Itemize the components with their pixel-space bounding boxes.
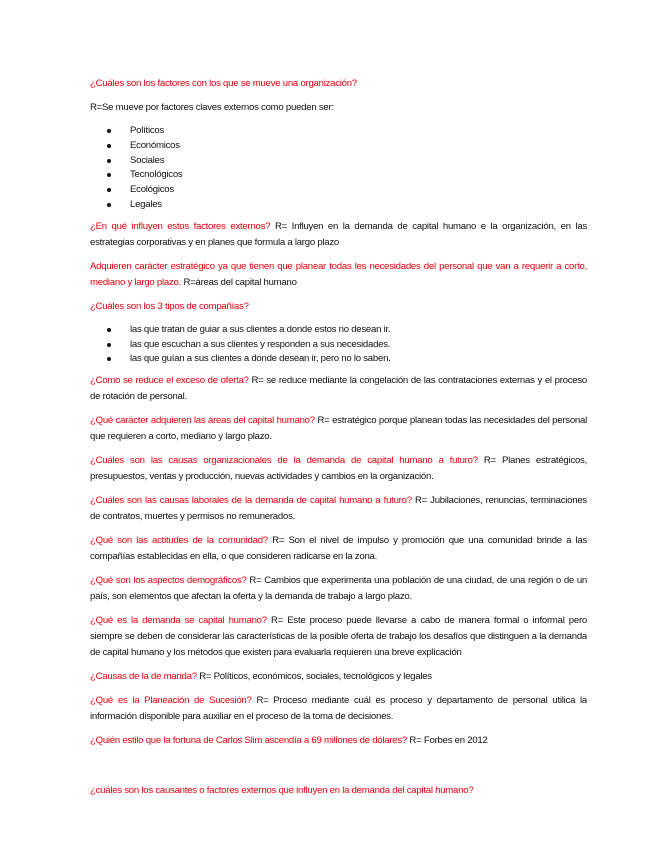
question-text: ¿Causas de la de manda? bbox=[90, 671, 197, 683]
list-item: Políticos bbox=[90, 124, 587, 139]
list-item: las que tratan de guiar a sus clientes a donde estos no desean ir. bbox=[90, 323, 587, 338]
answer-text: R=áreas del capital humano bbox=[181, 276, 297, 288]
list-item: Tecnológicos bbox=[90, 168, 587, 183]
blank-space bbox=[90, 757, 587, 783]
qa-caracter-estrategico bbox=[90, 259, 587, 291]
list-item: las que escuchan a sus clientes y responden a sus necesidades. bbox=[90, 338, 587, 353]
answer-text: R= se reduce mediante la congelación de las contrataciones externas y el proceso de rotación de personal. bbox=[90, 375, 587, 403]
answer-text: R= Influyen en la demanda de capital humano e la organización, en las estrategias corporativas y en planes que formula a largo plazo bbox=[90, 220, 587, 248]
qa-actitudes-comunidad bbox=[90, 533, 587, 565]
question-factores bbox=[90, 76, 587, 92]
list-item: Económicos bbox=[90, 139, 587, 154]
question-tipos-companias bbox=[90, 299, 587, 315]
list-item: Sociales bbox=[90, 154, 587, 169]
qa-aspectos-demograficos bbox=[90, 573, 587, 605]
question-text: ¿Qué son los aspectos demográficos? bbox=[90, 575, 247, 587]
answer-text: R= Jubilaciones, renuncias, terminaciones de contratos, muertes y permisos no remunerados. bbox=[90, 495, 587, 523]
question-text: ¿Cuáles son las causas laborales de la demanda de capital humano a futuro? bbox=[90, 495, 412, 507]
question-text: ¿Cuáles son las causas organizacionales de la demanda de capital humano a futuro? bbox=[90, 455, 478, 467]
answer-text: R= Cambios que experimenta una población de una ciudad, de una región o de un país, son elementos que afectan la oferta y la demanda de trabajo a largo plazo. bbox=[90, 575, 587, 603]
companies-list bbox=[90, 323, 587, 367]
question-text: ¿cuáles son los causantes o factores externos que influyen en la demanda del capital humano? bbox=[90, 785, 474, 797]
qa-causas-laborales bbox=[90, 493, 587, 525]
question-causantes bbox=[90, 783, 587, 799]
question-text: ¿Cuáles son los factores con los que se mueve una organización? bbox=[90, 78, 357, 89]
question-text: ¿Qué es la demanda se capital humano? bbox=[90, 615, 267, 627]
question-text: ¿Como se reduce el exceso de oferta? bbox=[90, 375, 249, 387]
answer-text: R= Políticos, económicos, sociales, tecnológicos y legales bbox=[196, 671, 432, 683]
qa-exceso-oferta bbox=[90, 373, 587, 405]
answer-factores bbox=[90, 100, 587, 116]
list-item: Ecológicos bbox=[90, 183, 587, 198]
qa-planeacion-sucesion bbox=[90, 693, 587, 725]
qa-carlos-slim bbox=[90, 733, 587, 749]
question-text: ¿Qué son las actitudes de la comunidad? bbox=[90, 535, 268, 547]
answer-text: R= Este proceso puede llevarse a cabo de manera formal o informal pero siempre se deben de considerar las características de la posible oferta de trabajo los desafíos que distinguen a la demanda de capital humano y los métodos que existen para evaluarla requieren una breve explicación bbox=[90, 615, 587, 659]
qa-causas-organizacionales bbox=[90, 453, 587, 485]
qa-demanda-capital bbox=[90, 613, 587, 661]
list-item: las que guían a sus clientes a donde desean ir, pero no lo saben. bbox=[90, 352, 587, 367]
answer-text: R= Proceso mediante cuál es proceso y departamento de personal utilica la información disponible para auxiliar en el proceso de la toma de decisiones. bbox=[90, 695, 587, 723]
qa-influyen bbox=[90, 219, 587, 251]
list-item: Legales bbox=[90, 198, 587, 213]
question-text: ¿Qué es la Planeación de Sucesión? bbox=[90, 695, 252, 707]
answer-text: R= estratégico porque planean todas las necesidades del personal que requieren a corto, mediano y largo plazo. bbox=[90, 415, 587, 443]
question-text: Adquieren carácter estratégico ya que tienen que planear todas les necesidades del personal que van a requerir a corto, mediano y largo plazo. bbox=[90, 260, 587, 288]
answer-text: R= Forbes en 2012 bbox=[407, 735, 488, 747]
question-text: ¿Cuáles son los 3 tipos de compañías? bbox=[90, 300, 249, 312]
question-text: ¿En qué influyen estos factores externos? bbox=[90, 220, 271, 232]
factors-list bbox=[90, 124, 587, 213]
question-text: ¿Quién estilo que la fortuna de Carlos Slim ascendía a 69 millones de dólares? bbox=[90, 735, 408, 747]
answer-text: R=Se mueve por factores claves externos como pueden ser: bbox=[90, 102, 334, 113]
answer-text: R= Planes estratégicos, presupuestos, ventas y producción, nuevas actividades y cambios en la organización. bbox=[90, 455, 587, 483]
qa-areas-capital bbox=[90, 413, 587, 445]
qa-causas-demanda bbox=[90, 669, 587, 685]
answer-text: R= Son el nivel de impulso y promoción que una comunidad brinde a las compañías establecidas en ella, o que consideren radicarse en la zona. bbox=[90, 535, 587, 563]
question-text: ¿Qué carácter adquieren las áreas del capital humano? bbox=[90, 415, 315, 427]
